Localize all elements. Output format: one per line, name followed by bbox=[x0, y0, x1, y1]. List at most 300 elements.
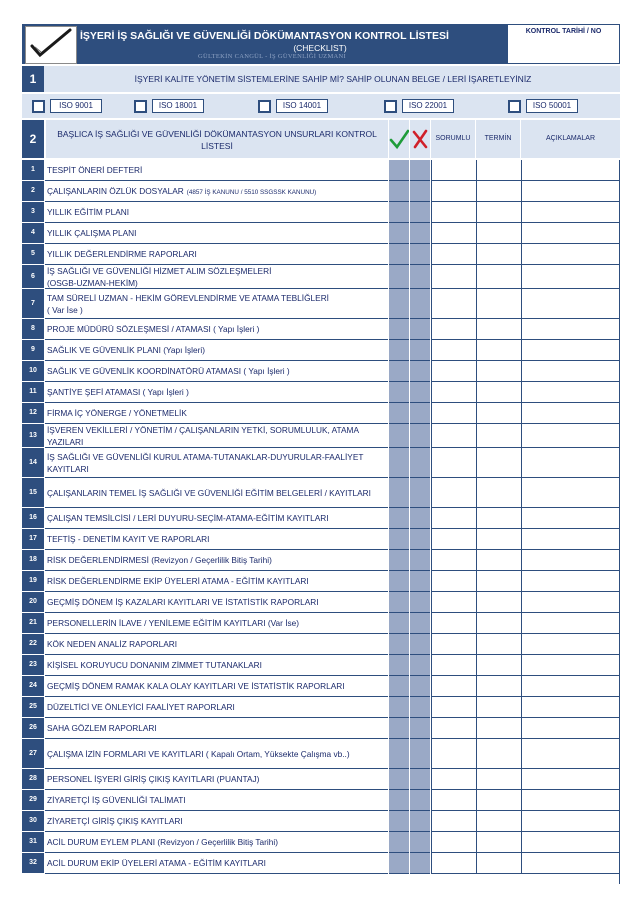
deadline-cell[interactable] bbox=[476, 550, 521, 571]
row-item-text bbox=[45, 244, 388, 265]
iso-options-row bbox=[22, 94, 620, 118]
notes-cell[interactable] bbox=[521, 676, 619, 697]
row-item-text bbox=[45, 223, 388, 244]
responsible-cell[interactable] bbox=[431, 769, 476, 790]
yes-checkbox-cell[interactable] bbox=[389, 361, 409, 382]
deadline-cell[interactable] bbox=[476, 832, 521, 853]
responsible-cell[interactable] bbox=[431, 160, 476, 181]
column-header-notes: AÇIKLAMALAR bbox=[521, 120, 620, 158]
table-row bbox=[22, 361, 620, 382]
iso-label: ISO 22001 bbox=[402, 99, 454, 113]
table-row bbox=[22, 790, 620, 811]
deadline-cell[interactable] bbox=[476, 592, 521, 613]
yes-checkbox-cell[interactable] bbox=[389, 289, 409, 319]
yes-checkbox-cell[interactable] bbox=[389, 811, 409, 832]
iso-label: ISO 18001 bbox=[152, 99, 204, 113]
table-row bbox=[22, 340, 620, 361]
yes-checkbox-cell[interactable] bbox=[389, 340, 409, 361]
row-item-line: GEÇMİŞ DÖNEM İŞ KAZALARI KAYITLARI VE İSTATİSTİK RAPORLARI bbox=[47, 597, 319, 607]
row-item-line: YILLIK DEĞERLENDİRME RAPORLARI bbox=[47, 249, 197, 259]
notes-cell[interactable] bbox=[521, 160, 619, 181]
deadline-cell[interactable] bbox=[476, 244, 521, 265]
iso-checkbox[interactable] bbox=[384, 100, 397, 113]
notes-cell[interactable] bbox=[521, 769, 619, 790]
row-item-text bbox=[45, 265, 388, 289]
row-item-line: İŞ SAĞLIĞI VE GÜVENLİĞİ KURUL ATAMA-TUTANAKLAR-DUYURULAR-FAALİYET bbox=[47, 452, 364, 462]
no-checkbox-cell[interactable] bbox=[410, 223, 430, 244]
table-row bbox=[22, 676, 620, 697]
yes-checkbox-cell[interactable] bbox=[389, 319, 409, 340]
row-number: 30 bbox=[22, 811, 44, 831]
deadline-cell[interactable] bbox=[476, 319, 521, 340]
responsible-cell[interactable] bbox=[431, 697, 476, 718]
row-item-text bbox=[45, 676, 388, 697]
row-item-line: ÇALIŞAN TEMSİLCİSİ / LERİ DUYURU-SEÇİM-ATAMA-EĞİTİM KAYITLARI bbox=[47, 513, 329, 523]
deadline-cell[interactable] bbox=[476, 676, 521, 697]
deadline-cell[interactable] bbox=[476, 382, 521, 403]
row-item-text bbox=[45, 550, 388, 571]
yes-checkbox-cell[interactable] bbox=[389, 718, 409, 739]
row-item-line: KİŞİSEL KORUYUCU DONANIM ZİMMET TUTANAKLARI bbox=[47, 660, 262, 670]
notes-cell[interactable] bbox=[521, 202, 619, 223]
notes-cell[interactable] bbox=[521, 592, 619, 613]
row-number: 8 bbox=[22, 319, 44, 339]
deadline-cell[interactable] bbox=[476, 655, 521, 676]
notes-cell[interactable] bbox=[521, 613, 619, 634]
yes-checkbox-cell[interactable] bbox=[389, 508, 409, 529]
page-title: İŞYERİ İŞ SAĞLIĞI VE GÜVENLİĞİ DÖKÜMANTASYON KONTROL LİSTESİ bbox=[80, 30, 449, 42]
notes-cell[interactable] bbox=[521, 571, 619, 592]
row-item-text bbox=[45, 448, 388, 478]
responsible-cell[interactable] bbox=[431, 676, 476, 697]
notes-cell[interactable] bbox=[521, 289, 619, 319]
table-row bbox=[22, 244, 620, 265]
row-item-line: ŞANTİYE ŞEFİ ATAMASI ( Yapı İşleri ) bbox=[47, 387, 189, 397]
yes-checkbox-cell[interactable] bbox=[389, 529, 409, 550]
yes-checkbox-cell[interactable] bbox=[389, 592, 409, 613]
deadline-cell[interactable] bbox=[476, 181, 521, 202]
responsible-cell[interactable] bbox=[431, 571, 476, 592]
no-checkbox-cell[interactable] bbox=[410, 832, 430, 853]
row-item-text bbox=[45, 289, 388, 319]
section-number: 1 bbox=[22, 66, 44, 92]
deadline-cell[interactable] bbox=[476, 571, 521, 592]
responsible-cell[interactable] bbox=[431, 382, 476, 403]
table-row bbox=[22, 160, 620, 181]
notes-cell[interactable] bbox=[521, 361, 619, 382]
responsible-cell[interactable] bbox=[431, 289, 476, 319]
yes-checkbox-cell[interactable] bbox=[389, 853, 409, 874]
row-item-text bbox=[45, 613, 388, 634]
no-checkbox-cell[interactable] bbox=[410, 592, 430, 613]
deadline-cell[interactable] bbox=[476, 811, 521, 832]
no-checkbox-cell[interactable] bbox=[410, 655, 430, 676]
iso-label: ISO 9001 bbox=[50, 99, 102, 113]
row-number: 13 bbox=[22, 424, 44, 447]
section-1-question: İŞYERİ KALİTE YÖNETİM SİSTEMLERİNE SAHİP Mİ? SAHİP OLUNAN BELGE / LERİ İŞARETLEYİNİZ bbox=[134, 74, 532, 84]
row-item-line: PERSONEL İŞYERİ GİRİŞ ÇIKIŞ KAYITLARI (PUANTAJ) bbox=[47, 774, 260, 784]
section-1-header bbox=[22, 66, 620, 92]
iso-checkbox[interactable] bbox=[508, 100, 521, 113]
row-item-line: YAZILARI bbox=[47, 437, 84, 447]
row-item-note: (4857 İŞ KANUNU / 5510 SSGSSK KANUNU) bbox=[186, 189, 317, 196]
row-item-line: FİRMA İÇ YÖNERGE / YÖNETMELİK bbox=[47, 408, 187, 418]
column-header-deadline: TERMİN bbox=[476, 120, 520, 158]
responsible-cell[interactable] bbox=[431, 550, 476, 571]
responsible-cell[interactable] bbox=[431, 634, 476, 655]
notes-cell[interactable] bbox=[521, 403, 619, 424]
no-checkbox-cell[interactable] bbox=[410, 508, 430, 529]
notes-cell[interactable] bbox=[521, 340, 619, 361]
responsible-cell[interactable] bbox=[431, 613, 476, 634]
row-item-text bbox=[45, 592, 388, 613]
no-checkbox-cell[interactable] bbox=[410, 202, 430, 223]
row-item-line: KÖK NEDEN ANALİZ RAPORLARI bbox=[47, 639, 178, 649]
yes-checkbox-cell[interactable] bbox=[389, 448, 409, 478]
deadline-cell[interactable] bbox=[476, 361, 521, 382]
iso-checkbox[interactable] bbox=[32, 100, 45, 113]
row-item-text bbox=[45, 697, 388, 718]
table-row bbox=[22, 832, 620, 853]
yes-checkbox-cell[interactable] bbox=[389, 697, 409, 718]
no-checkbox-cell[interactable] bbox=[410, 529, 430, 550]
deadline-cell[interactable] bbox=[476, 508, 521, 529]
row-item-text bbox=[45, 769, 388, 790]
row-number: 2 bbox=[22, 181, 44, 201]
deadline-cell[interactable] bbox=[476, 265, 521, 289]
responsible-cell[interactable] bbox=[431, 265, 476, 289]
row-item-text bbox=[45, 790, 388, 811]
notes-cell[interactable] bbox=[521, 181, 619, 202]
row-item-line: GEÇMİŞ DÖNEM RAMAK KALA OLAY KAYITLARI VE İSTATİSTİK RAPORLARI bbox=[47, 681, 345, 691]
deadline-cell[interactable] bbox=[476, 289, 521, 319]
row-item-line: ( Var İse ) bbox=[47, 305, 83, 315]
no-checkbox-cell[interactable] bbox=[410, 403, 430, 424]
notes-cell[interactable] bbox=[521, 655, 619, 676]
responsible-cell[interactable] bbox=[431, 718, 476, 739]
row-item-text bbox=[45, 571, 388, 592]
no-checkbox-cell[interactable] bbox=[410, 769, 430, 790]
table-row bbox=[22, 319, 620, 340]
notes-cell[interactable] bbox=[521, 790, 619, 811]
no-checkbox-cell[interactable] bbox=[410, 265, 430, 289]
deadline-cell[interactable] bbox=[476, 160, 521, 181]
no-checkbox-cell[interactable] bbox=[410, 340, 430, 361]
no-checkbox-cell[interactable] bbox=[410, 853, 430, 874]
control-date-field[interactable] bbox=[507, 24, 620, 64]
responsible-cell[interactable] bbox=[431, 181, 476, 202]
yes-checkbox-cell[interactable] bbox=[389, 571, 409, 592]
row-number: 18 bbox=[22, 550, 44, 570]
row-item-text bbox=[45, 181, 388, 202]
responsible-cell[interactable] bbox=[431, 424, 476, 448]
notes-cell[interactable] bbox=[521, 424, 619, 448]
no-checkbox-cell[interactable] bbox=[410, 160, 430, 181]
deadline-cell[interactable] bbox=[476, 340, 521, 361]
yes-checkbox-cell[interactable] bbox=[389, 244, 409, 265]
notes-cell[interactable] bbox=[521, 853, 619, 874]
no-checkbox-cell[interactable] bbox=[410, 571, 430, 592]
deadline-cell[interactable] bbox=[476, 223, 521, 244]
row-number: 28 bbox=[22, 769, 44, 789]
row-number: 29 bbox=[22, 790, 44, 810]
responsible-cell[interactable] bbox=[431, 811, 476, 832]
table-border bbox=[619, 160, 620, 884]
responsible-cell[interactable] bbox=[431, 655, 476, 676]
responsible-cell[interactable] bbox=[431, 832, 476, 853]
notes-cell[interactable] bbox=[521, 697, 619, 718]
deadline-cell[interactable] bbox=[476, 853, 521, 874]
row-number: 6 bbox=[22, 265, 44, 288]
responsible-cell[interactable] bbox=[431, 739, 476, 769]
table-row bbox=[22, 613, 620, 634]
deadline-cell[interactable] bbox=[476, 448, 521, 478]
control-date-label: KONTROL TARİHİ / NO bbox=[525, 28, 602, 35]
table-row bbox=[22, 478, 620, 508]
row-number: 31 bbox=[22, 832, 44, 852]
iso-checkbox[interactable] bbox=[134, 100, 147, 113]
notes-cell[interactable] bbox=[521, 382, 619, 403]
table-row bbox=[22, 811, 620, 832]
row-item-line: ZİYARETÇİ GİRİŞ ÇIKIŞ KAYITLARI bbox=[47, 816, 183, 826]
table-row bbox=[22, 403, 620, 424]
row-item-line: SAĞLIK VE GÜVENLİK PLANI (Yapı İşleri) bbox=[47, 345, 206, 355]
deadline-cell[interactable] bbox=[476, 769, 521, 790]
table-row bbox=[22, 508, 620, 529]
responsible-cell[interactable] bbox=[431, 340, 476, 361]
no-checkbox-cell[interactable] bbox=[410, 718, 430, 739]
deadline-cell[interactable] bbox=[476, 634, 521, 655]
row-item-text bbox=[45, 340, 388, 361]
checkmark-icon bbox=[25, 26, 77, 64]
row-item-text bbox=[45, 634, 388, 655]
deadline-cell[interactable] bbox=[476, 403, 521, 424]
table-row bbox=[22, 853, 620, 874]
deadline-cell[interactable] bbox=[476, 424, 521, 448]
table-row bbox=[22, 181, 620, 202]
row-item-line: ZİYARETÇİ İŞ GÜVENLİĞİ TALİMATI bbox=[47, 795, 186, 805]
row-item-line: ÇALIŞANLARIN ÖZLÜK DOSYALAR bbox=[47, 186, 184, 196]
notes-cell[interactable] bbox=[521, 550, 619, 571]
notes-cell[interactable] bbox=[521, 529, 619, 550]
responsible-cell[interactable] bbox=[431, 478, 476, 508]
row-item-text bbox=[45, 160, 388, 181]
row-item-text bbox=[45, 832, 388, 853]
deadline-cell[interactable] bbox=[476, 790, 521, 811]
row-number: 22 bbox=[22, 634, 44, 654]
no-checkbox-cell[interactable] bbox=[410, 697, 430, 718]
row-number: 3 bbox=[22, 202, 44, 222]
deadline-cell[interactable] bbox=[476, 202, 521, 223]
yes-checkbox-cell[interactable] bbox=[389, 382, 409, 403]
row-item-line: TEFTİŞ - DENETİM KAYIT VE RAPORLARI bbox=[47, 534, 210, 544]
iso-checkbox[interactable] bbox=[258, 100, 271, 113]
yes-checkbox-cell[interactable] bbox=[389, 424, 409, 448]
row-item-line: İŞ SAĞLIĞI VE GÜVENLİĞİ HİZMET ALIM SÖZLEŞMELERİ bbox=[47, 266, 272, 276]
no-checkbox-cell[interactable] bbox=[410, 613, 430, 634]
yes-checkbox-cell[interactable] bbox=[389, 223, 409, 244]
table-row bbox=[22, 718, 620, 739]
row-item-text bbox=[45, 853, 388, 874]
row-item-line: DÜZELTİCİ VE ÖNLEYİCİ FAALİYET RAPORLARI bbox=[47, 702, 235, 712]
no-checkbox-cell[interactable] bbox=[410, 550, 430, 571]
no-checkbox-cell[interactable] bbox=[410, 319, 430, 340]
table-row bbox=[22, 382, 620, 403]
no-checkbox-cell[interactable] bbox=[410, 382, 430, 403]
row-item-line: YILLIK ÇALIŞMA PLANI bbox=[47, 228, 137, 238]
yes-checkbox-cell[interactable] bbox=[389, 181, 409, 202]
responsible-cell[interactable] bbox=[431, 853, 476, 874]
column-header-responsible: SORUMLU bbox=[431, 120, 475, 158]
row-number: 1 bbox=[22, 160, 44, 180]
no-checkbox-cell[interactable] bbox=[410, 448, 430, 478]
row-item-line: KAYITLARI bbox=[47, 464, 89, 474]
row-item-line: SAHA GÖZLEM RAPORLARI bbox=[47, 723, 157, 733]
no-checkbox-cell[interactable] bbox=[410, 739, 430, 769]
row-number: 24 bbox=[22, 676, 44, 696]
notes-cell[interactable] bbox=[521, 811, 619, 832]
section-2-title: BAŞLICA İŞ SAĞLIĞI VE GÜVENLİĞİ DÖKÜMANTASYON UNSURLARI KONTROL LİSTESİ bbox=[46, 120, 388, 158]
responsible-cell[interactable] bbox=[431, 403, 476, 424]
deadline-cell[interactable] bbox=[476, 529, 521, 550]
section-2-header bbox=[22, 120, 620, 158]
deadline-cell[interactable] bbox=[476, 478, 521, 508]
row-item-text bbox=[45, 529, 388, 550]
row-number: 4 bbox=[22, 223, 44, 243]
row-number: 17 bbox=[22, 529, 44, 549]
yes-checkbox-cell[interactable] bbox=[389, 634, 409, 655]
no-checkbox-cell[interactable] bbox=[410, 424, 430, 448]
no-checkbox-cell[interactable] bbox=[410, 811, 430, 832]
no-checkbox-cell[interactable] bbox=[410, 676, 430, 697]
yes-checkbox-cell[interactable] bbox=[389, 478, 409, 508]
responsible-cell[interactable] bbox=[431, 508, 476, 529]
responsible-cell[interactable] bbox=[431, 202, 476, 223]
notes-cell[interactable] bbox=[521, 319, 619, 340]
responsible-cell[interactable] bbox=[431, 529, 476, 550]
table-row bbox=[22, 739, 620, 769]
row-number: 5 bbox=[22, 244, 44, 264]
row-item-line: RİSK DEĞERLENDİRME EKİP ÜYELERİ ATAMA - EĞİTİM KAYITLARI bbox=[47, 576, 309, 586]
row-item-line: ÇALIŞANLARIN TEMEL İŞ SAĞLIĞI VE GÜVENLİĞİ EĞİTİM BELGELERİ / KAYITLARI bbox=[47, 488, 371, 498]
row-number: 32 bbox=[22, 853, 44, 873]
row-item-text bbox=[45, 718, 388, 739]
header-band bbox=[22, 24, 620, 64]
deadline-cell[interactable] bbox=[476, 739, 521, 769]
row-item-line: SAĞLIK VE GÜVENLİK KOORDİNATÖRÜ ATAMASI ( Yapı İşleri ) bbox=[47, 366, 290, 376]
yes-checkbox-cell[interactable] bbox=[389, 403, 409, 424]
notes-cell[interactable] bbox=[521, 508, 619, 529]
row-item-text bbox=[45, 361, 388, 382]
yes-checkbox-cell[interactable] bbox=[389, 265, 409, 289]
row-number: 27 bbox=[22, 739, 44, 768]
row-item-text bbox=[45, 424, 388, 448]
deadline-cell[interactable] bbox=[476, 613, 521, 634]
table-row bbox=[22, 769, 620, 790]
table-row bbox=[22, 424, 620, 448]
responsible-cell[interactable] bbox=[431, 361, 476, 382]
row-item-line: RİSK DEĞERLENDİRMESİ (Revizyon / Geçerlilik Bitiş Tarihi) bbox=[47, 555, 272, 565]
row-number: 10 bbox=[22, 361, 44, 381]
responsible-cell[interactable] bbox=[431, 244, 476, 265]
row-number: 9 bbox=[22, 340, 44, 360]
row-item-text bbox=[45, 478, 388, 508]
no-checkbox-cell[interactable] bbox=[410, 790, 430, 811]
page-subtitle: (CHECKLIST) bbox=[293, 43, 347, 53]
iso-label: ISO 50001 bbox=[526, 99, 578, 113]
author-line: GÜLTEKİN CANGÜL - İŞ GÜVENLİĞİ UZMANI bbox=[197, 53, 346, 60]
table-row bbox=[22, 655, 620, 676]
row-item-text bbox=[45, 739, 388, 769]
notes-cell[interactable] bbox=[521, 634, 619, 655]
yes-checkbox-cell[interactable] bbox=[389, 550, 409, 571]
row-item-line: TAM SÜRELİ UZMAN - HEKİM GÖREVLENDİRME VE ATAMA TEBLİĞLERİ bbox=[47, 293, 329, 303]
row-number: 23 bbox=[22, 655, 44, 675]
yes-checkbox-cell[interactable] bbox=[389, 202, 409, 223]
yes-checkbox-cell[interactable] bbox=[389, 676, 409, 697]
row-item-text bbox=[45, 655, 388, 676]
row-item-text bbox=[45, 403, 388, 424]
row-item-line: PROJE MÜDÜRÜ SÖZLEŞMESİ / ATAMASI ( Yapı İşleri ) bbox=[47, 324, 260, 334]
table-row bbox=[22, 223, 620, 244]
deadline-cell[interactable] bbox=[476, 718, 521, 739]
no-checkbox-cell[interactable] bbox=[410, 181, 430, 202]
row-item-line: ÇALIŞMA İZİN FORMLARI VE KAYITLARI ( Kapalı Ortam, Yüksekte Çalışma vb..) bbox=[47, 749, 350, 759]
table-row bbox=[22, 571, 620, 592]
row-item-text bbox=[45, 319, 388, 340]
notes-cell[interactable] bbox=[521, 448, 619, 478]
no-checkbox-cell[interactable] bbox=[410, 478, 430, 508]
table-row bbox=[22, 529, 620, 550]
yes-checkbox-cell[interactable] bbox=[389, 832, 409, 853]
row-item-text bbox=[45, 382, 388, 403]
notes-cell[interactable] bbox=[521, 244, 619, 265]
yes-checkbox-cell[interactable] bbox=[389, 790, 409, 811]
row-item-text bbox=[45, 202, 388, 223]
yes-checkbox-cell[interactable] bbox=[389, 160, 409, 181]
deadline-cell[interactable] bbox=[476, 697, 521, 718]
no-checkbox-cell[interactable] bbox=[410, 634, 430, 655]
table-row bbox=[22, 697, 620, 718]
row-number: 16 bbox=[22, 508, 44, 528]
responsible-cell[interactable] bbox=[431, 592, 476, 613]
row-number: 12 bbox=[22, 403, 44, 423]
notes-cell[interactable] bbox=[521, 265, 619, 289]
responsible-cell[interactable] bbox=[431, 790, 476, 811]
notes-cell[interactable] bbox=[521, 223, 619, 244]
notes-cell[interactable] bbox=[521, 739, 619, 769]
notes-cell[interactable] bbox=[521, 718, 619, 739]
responsible-cell[interactable] bbox=[431, 319, 476, 340]
yes-checkbox-cell[interactable] bbox=[389, 613, 409, 634]
checklist-sheet bbox=[22, 24, 620, 884]
yes-checkbox-cell[interactable] bbox=[389, 769, 409, 790]
no-checkbox-cell[interactable] bbox=[410, 289, 430, 319]
responsible-cell[interactable] bbox=[431, 448, 476, 478]
no-checkbox-cell[interactable] bbox=[410, 361, 430, 382]
yes-checkbox-cell[interactable] bbox=[389, 655, 409, 676]
notes-cell[interactable] bbox=[521, 832, 619, 853]
row-item-line: TESPİT ÖNERİ DEFTERİ bbox=[47, 165, 143, 175]
row-number: 15 bbox=[22, 478, 44, 507]
table-row bbox=[22, 202, 620, 223]
green-check-icon bbox=[389, 120, 409, 158]
yes-checkbox-cell[interactable] bbox=[389, 739, 409, 769]
responsible-cell[interactable] bbox=[431, 223, 476, 244]
notes-cell[interactable] bbox=[521, 478, 619, 508]
table-row bbox=[22, 592, 620, 613]
no-checkbox-cell[interactable] bbox=[410, 244, 430, 265]
